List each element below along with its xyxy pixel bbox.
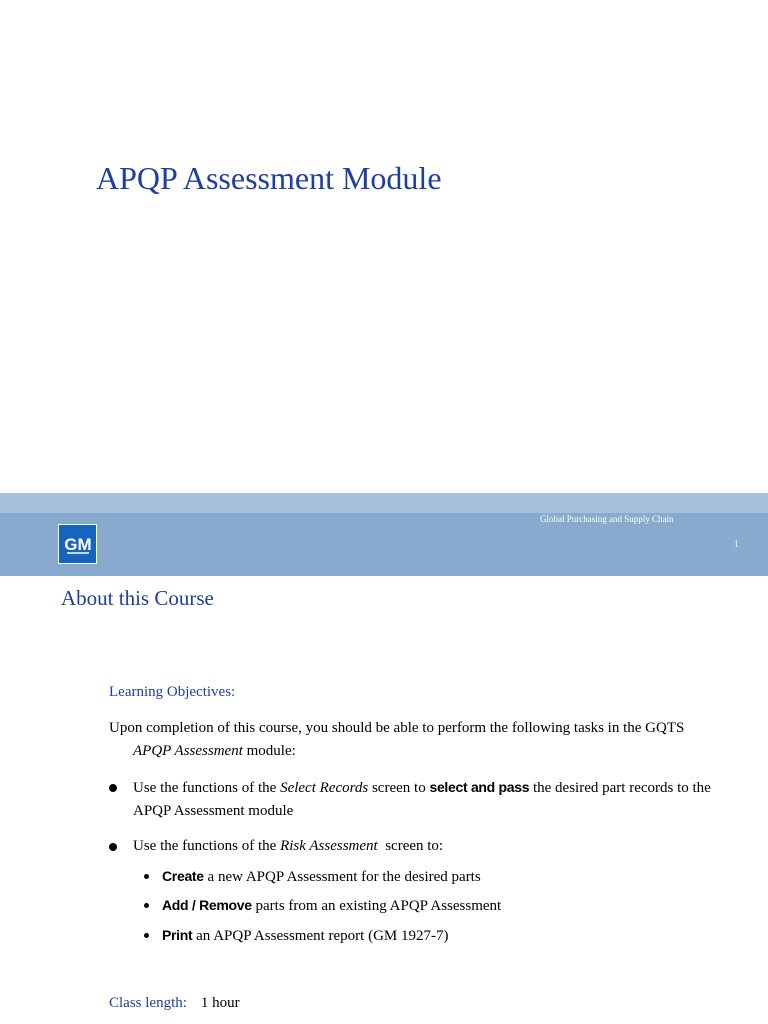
bullet-icon bbox=[109, 784, 117, 792]
bullet-icon bbox=[144, 874, 149, 879]
screen-name: Select Records bbox=[280, 780, 369, 796]
intro-paragraph bbox=[109, 717, 729, 763]
gm-logo-mark bbox=[63, 533, 93, 555]
svg-text:GM: GM bbox=[63, 535, 92, 554]
keyword: Add / Remove bbox=[162, 897, 252, 913]
page-number: 1 bbox=[734, 539, 739, 549]
keyword: Print bbox=[162, 927, 193, 943]
list-item: Use the functions of the Select Records screen to select and pass the desired part records to the APQP Assessment module bbox=[109, 776, 729, 823]
section-title: About this Course bbox=[61, 586, 214, 610]
intro-line2: module: bbox=[242, 743, 296, 759]
objectives-heading: Learning Objectives: bbox=[109, 684, 236, 700]
intro-line1: Upon completion of this course, you should be able to perform the following tasks in the GQTS bbox=[109, 720, 685, 736]
footer-org-text: Global Purchasing and Supply Chain bbox=[540, 514, 674, 524]
bullet-icon bbox=[144, 903, 149, 908]
keyword: select and pass bbox=[429, 779, 530, 795]
bullet-icon bbox=[109, 843, 117, 851]
class-length-label: Class length: bbox=[109, 995, 187, 1011]
title-slide bbox=[0, 0, 768, 493]
slide-title: APQP Assessment Module bbox=[96, 160, 442, 196]
class-length-value: 1 hour bbox=[200, 995, 240, 1011]
class-length bbox=[109, 995, 240, 1012]
bullet-icon bbox=[144, 933, 149, 938]
footer-band-top bbox=[0, 493, 768, 513]
sub-list-item: Create a new APQP Assessment for the desired parts bbox=[144, 865, 481, 889]
list-item: Use the functions of the Risk Assessment screen to: bbox=[109, 835, 729, 858]
sub-list-item: Add / Remove parts from an existing APQP Assessment bbox=[144, 894, 501, 918]
module-name: APQP Assessment bbox=[133, 743, 243, 759]
gm-logo bbox=[58, 524, 97, 564]
sub-list-item: Print an APQP Assessment report (GM 1927-7) bbox=[144, 924, 449, 948]
keyword: Create bbox=[162, 868, 204, 884]
screen-name: Risk Assessment bbox=[280, 838, 378, 854]
